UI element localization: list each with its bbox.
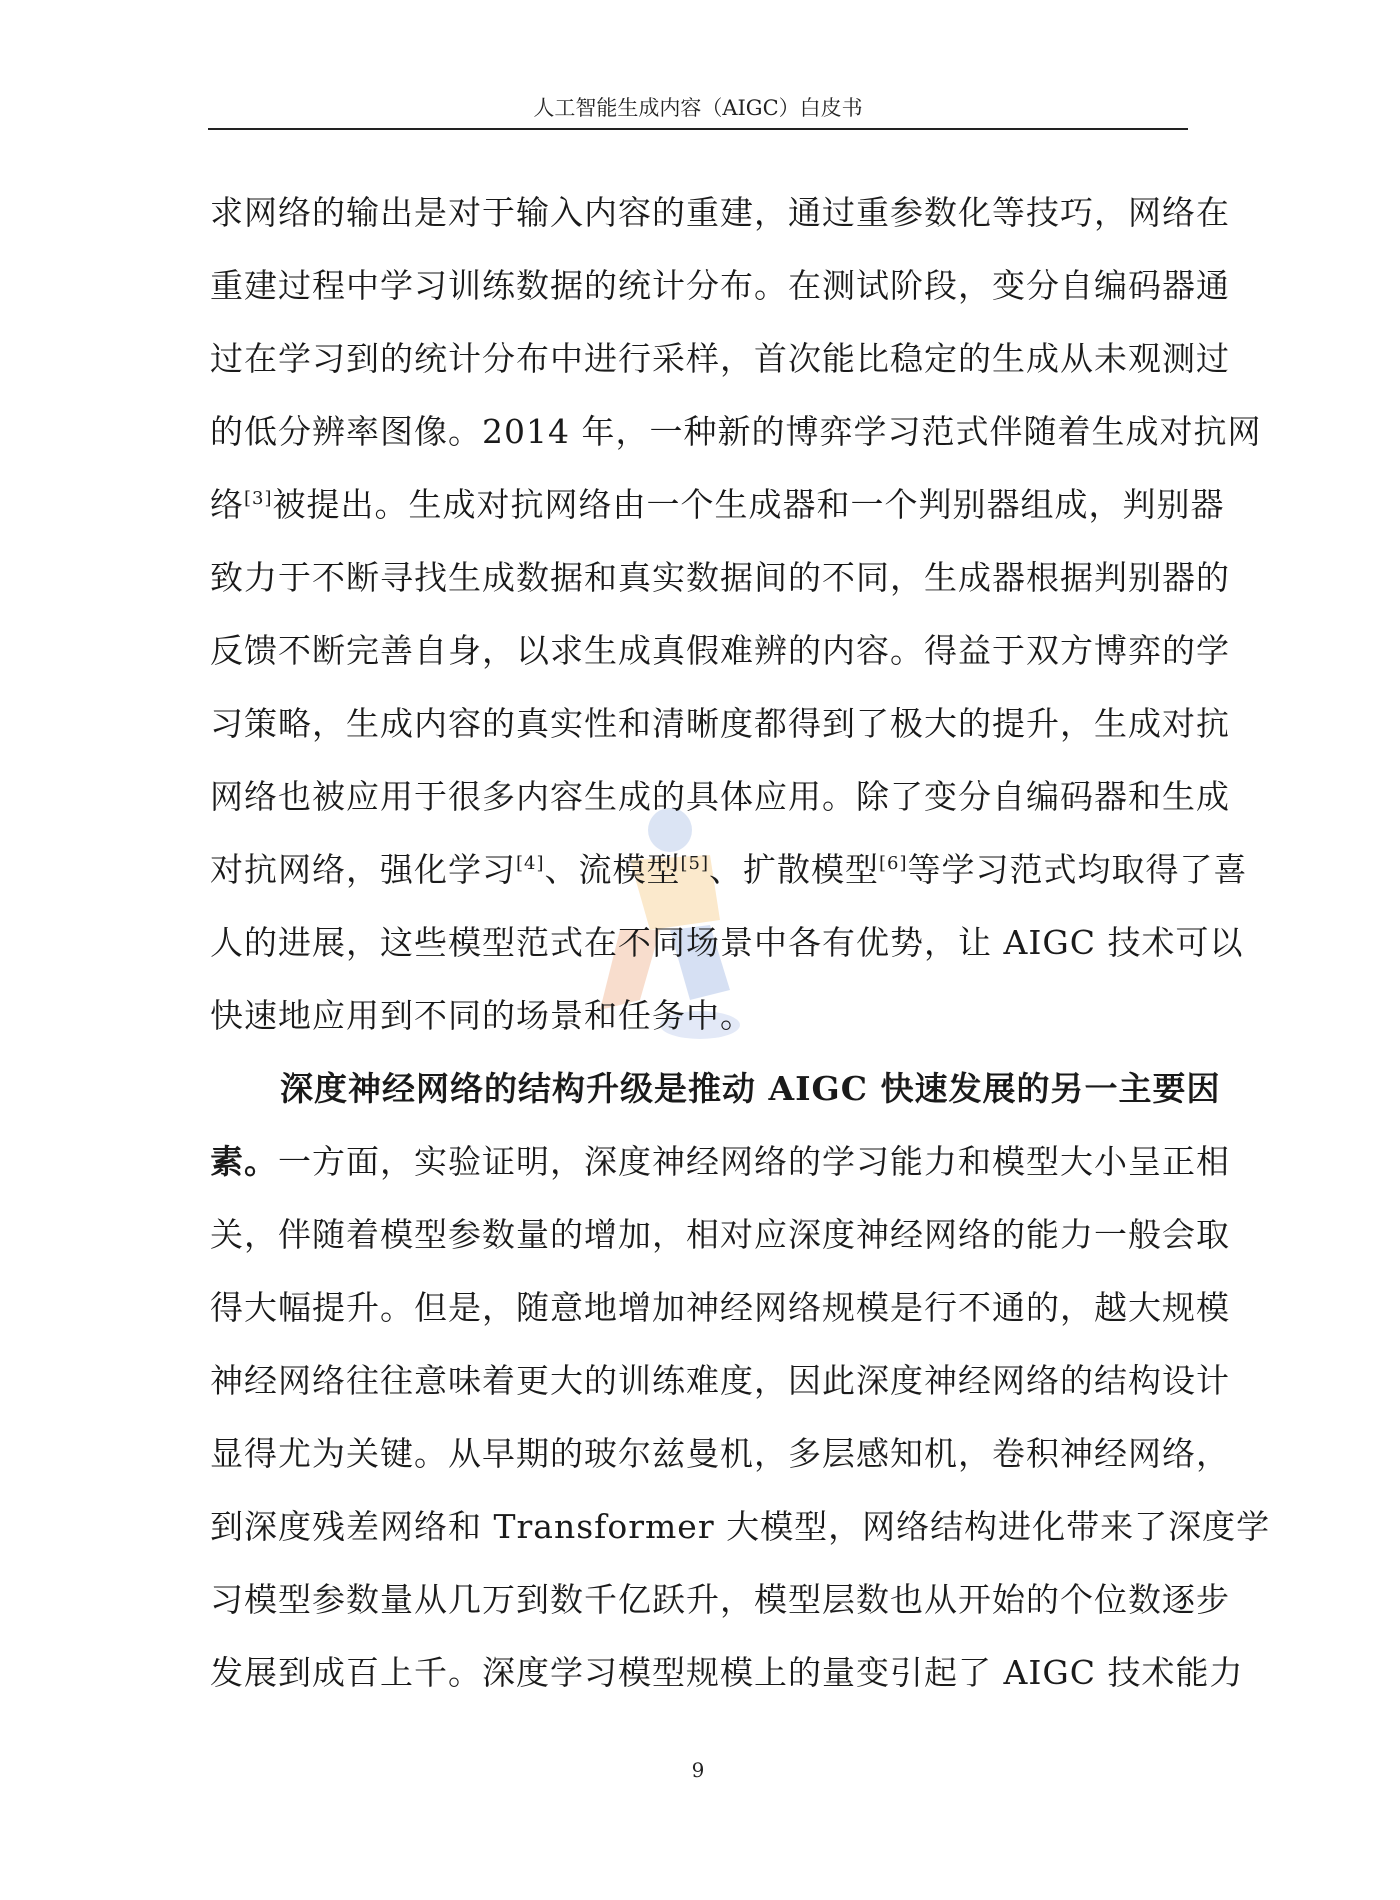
text-fragment: 等学习范式均取得了喜 (907, 850, 1248, 889)
paragraph-1-line (210, 468, 1225, 541)
header-divider (208, 128, 1188, 130)
paragraph-1-line: 过在学习到的统计分布中进行采样，首次能比稳定的生成从未观测过 (210, 339, 1230, 378)
paragraph-2-line: 发展到成百上千。深度学习模型规模上的量变引起了 AIGC 技术能力 (210, 1653, 1244, 1692)
text-fragment: 对抗网络，强化学习 (210, 850, 516, 889)
paragraph-1-line (210, 833, 1248, 906)
page-number: 9 (691, 1758, 705, 1782)
citation-ref: [5] (680, 853, 709, 874)
running-header: 人工智能生成内容（AIGC）白皮书 (533, 96, 863, 120)
paragraph-1-line: 的低分辨率图像。2014 年，一种新的博弈学习范式伴随着生成对抗网 (210, 412, 1262, 451)
paragraph-2-line: 关，伴随着模型参数量的增加，相对应深度神经网络的能力一般会取 (210, 1215, 1230, 1254)
paragraph-1-line: 人的进展，这些模型范式在不同场景中各有优势，让 AIGC 技术可以 (210, 923, 1244, 962)
paragraph-1-line: 习策略，生成内容的真实性和清晰度都得到了极大的提升，生成对抗 (210, 704, 1230, 743)
text-fragment: 、流模型 (544, 850, 681, 889)
paragraph-2-line: 显得尤为关键。从早期的玻尔兹曼机，多层感知机，卷积神经网络， (210, 1434, 1230, 1473)
paragraph-2-line (210, 1125, 1230, 1198)
text-fragment: 一方面，实验证明，深度神经网络的学习能力和模型大小呈正相 (278, 1142, 1230, 1181)
paragraph-2-line: 到深度残差网络和 Transformer 大模型，网络结构进化带来了深度学 (210, 1507, 1271, 1546)
body-text (210, 176, 1271, 1709)
citation-ref: [6] (879, 853, 908, 874)
paragraph-1-line: 求网络的输出是对于输入内容的重建，通过重参数化等技巧，网络在 (210, 193, 1230, 232)
paragraph-2-line: 深度神经网络的结构升级是推动 AIGC 快速发展的另一主要因 (280, 1069, 1221, 1108)
paragraph-2-line: 习模型参数量从几万到数千亿跃升，模型层数也从开始的个位数逐步 (210, 1580, 1230, 1619)
text-fragment: 络 (210, 485, 244, 524)
citation-ref: [3] (244, 488, 273, 509)
text-fragment: 、扩散模型 (709, 850, 879, 889)
paragraph-1-line: 快速地应用到不同的场景和任务中。 (210, 996, 754, 1035)
paragraph-1-line: 重建过程中学习训练数据的统计分布。在测试阶段，变分自编码器通 (210, 266, 1230, 305)
text-fragment-bold: 素。 (210, 1142, 278, 1181)
paragraph-1-line: 网络也被应用于很多内容生成的具体应用。除了变分自编码器和生成 (210, 777, 1230, 816)
paragraph-1-line: 致力于不断寻找生成数据和真实数据间的不同，生成器根据判别器的 (210, 558, 1230, 597)
text-fragment: 被提出。生成对抗网络由一个生成器和一个判别器组成，判别器 (272, 485, 1225, 524)
paragraph-2-line: 得大幅提升。但是，随意地增加神经网络规模是行不通的，越大规模 (210, 1288, 1230, 1327)
paragraph-1-line: 反馈不断完善自身，以求生成真假难辨的内容。得益于双方博弈的学 (210, 631, 1230, 670)
citation-ref: [4] (516, 853, 545, 874)
paragraph-2-line: 神经网络往往意味着更大的训练难度，因此深度神经网络的结构设计 (210, 1361, 1230, 1400)
